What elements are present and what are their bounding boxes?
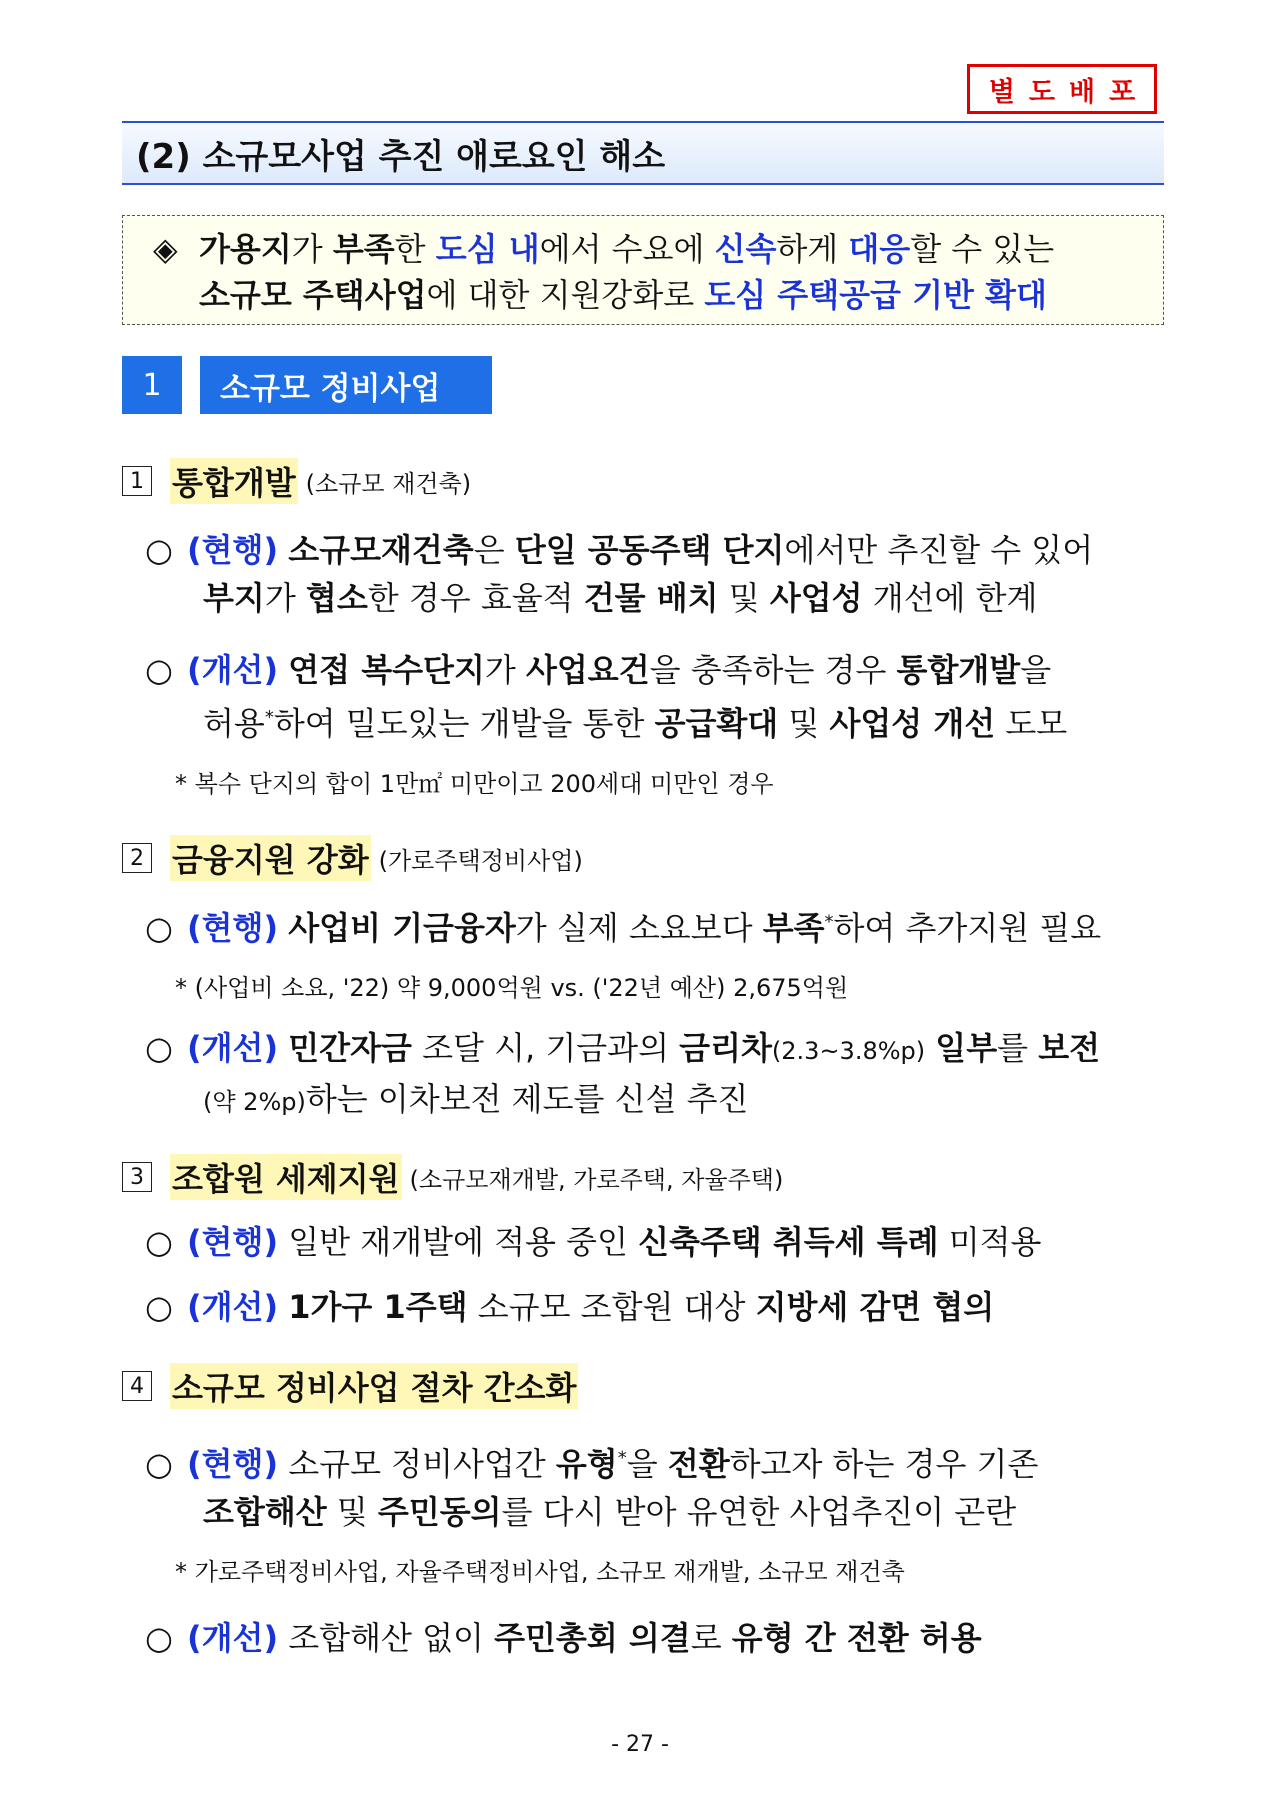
bullet-circle-icon: ○ — [145, 531, 173, 569]
bullet-circle-icon: ○ — [145, 1223, 173, 1261]
item-number: 4 — [122, 1371, 152, 1401]
text-run: 도심 내 — [435, 230, 540, 268]
text-run: 가 — [264, 579, 306, 617]
text-run: 미적용 — [938, 1223, 1042, 1261]
bullet-current-3 — [145, 1218, 1041, 1266]
text-run: 에 대한 지원강화로 — [426, 276, 705, 314]
text-run: 하고자 하는 경우 기존 — [729, 1444, 1039, 1483]
bullet-text-cont — [145, 574, 1093, 622]
text-run: 연접 복수단지 — [288, 651, 485, 689]
item-heading-4 — [122, 1363, 578, 1409]
summary-line-1 — [153, 226, 1163, 272]
text-run: 보전 — [1038, 1029, 1101, 1067]
text-run: (현행) — [187, 531, 279, 569]
text-run: (현행) — [187, 1223, 279, 1261]
text-run: * — [264, 707, 274, 728]
text-run: 가용지 — [199, 230, 292, 268]
text-run: 통합개발 — [896, 651, 1021, 689]
summary-line-1-text — [199, 230, 1054, 268]
section-title: (2) 소규모사업 추진 애로요인 해소 — [122, 121, 1164, 185]
text-run: * — [824, 911, 834, 932]
item-note: (소규모 재건축) — [305, 469, 472, 498]
bullet-circle-icon: ○ — [145, 1288, 173, 1326]
text-run: 소규모재건축 — [288, 531, 474, 569]
bullet-text-cont — [145, 1488, 1038, 1536]
text-run: 주민총회 의결 — [494, 1619, 691, 1657]
text-run: (현행) — [187, 908, 279, 947]
text-run: 한 경우 효율적 — [367, 579, 584, 617]
text-run — [278, 531, 288, 569]
bullet-improve-4 — [145, 1614, 982, 1662]
item-title: 조합원 세제지원 — [170, 1154, 402, 1200]
text-run: 대응 — [848, 230, 911, 268]
item-note: (소규모재개발, 가로주택, 자율주택) — [409, 1165, 784, 1194]
text-run: 할 수 있는 — [910, 230, 1055, 268]
text-run: 사업요건 — [525, 651, 650, 689]
text-run: 조달 시, 기금과의 — [411, 1029, 680, 1067]
text-run: 조합해산 없이 — [278, 1619, 495, 1657]
bullet-text-cont — [145, 694, 1067, 748]
text-run: (현행) — [187, 1444, 279, 1483]
text-run: 단일 공동주택 단지 — [514, 531, 785, 569]
footnote-1: * 복수 단지의 합이 1만㎡ 미만이고 200세대 미만인 경우 — [175, 770, 774, 798]
item-number: 3 — [122, 1162, 152, 1192]
bullet-circle-icon: ○ — [145, 1444, 173, 1483]
bullet-text — [187, 1029, 1100, 1067]
text-run: 및 — [778, 704, 830, 743]
item-heading-1 — [122, 458, 471, 504]
text-run: 사업비 기금융자 — [288, 908, 516, 947]
text-run: 공급확대 — [654, 704, 779, 743]
text-run: 전환 — [667, 1444, 730, 1483]
text-run: 한 — [394, 230, 436, 268]
text-run: 를 다시 받아 유연한 사업추진이 곤란 — [501, 1492, 1017, 1531]
summary-box — [122, 215, 1164, 325]
text-run: 소규모 조합원 대상 — [467, 1288, 756, 1326]
text-run: 유형 간 전환 허용 — [731, 1619, 982, 1657]
text-run: 일반 재개발에 적용 중인 — [278, 1223, 639, 1261]
item-heading-2 — [122, 835, 583, 881]
text-run: 를 — [997, 1029, 1039, 1067]
text-run: 및 — [718, 579, 770, 617]
text-run: 신속 — [714, 230, 777, 268]
text-run: 하여 추가지원 필요 — [833, 908, 1102, 947]
item-number: 2 — [122, 843, 152, 873]
bullet-current-1 — [145, 526, 1093, 622]
bullet-improve-1 — [145, 646, 1067, 748]
bullet-text — [187, 651, 1051, 689]
text-run: 에서만 추진할 수 있어 — [784, 531, 1094, 569]
bullet-circle-icon: ○ — [145, 651, 173, 689]
footnote-4: * 가로주택정비사업, 자율주택정비사업, 소규모 재개발, 소규모 재건축 — [175, 1558, 905, 1586]
text-run: 하게 — [776, 230, 849, 268]
text-run: (개선) — [187, 1288, 279, 1326]
bullet-text-cont — [145, 1075, 1100, 1126]
text-run: 사업성 개선 — [829, 704, 996, 743]
bullet-circle-icon: ○ — [145, 1029, 173, 1067]
summary-line-2 — [153, 272, 1163, 318]
text-run: 은 — [473, 531, 515, 569]
text-run: 소규모 정비사업간 — [278, 1444, 556, 1483]
text-run — [278, 1029, 288, 1067]
text-run: 협소 — [305, 579, 368, 617]
bullet-text — [187, 1445, 1038, 1483]
text-run: (개선) — [187, 651, 279, 689]
footnote-2: * (사업비 소요, '22) 약 9,000억원 vs. ('22년 예산) 2,675억원 — [175, 974, 849, 1002]
text-run: 을 충족하는 경우 — [649, 651, 897, 689]
section-heading: 소규모 정비사업 — [200, 356, 492, 414]
item-title: 통합개발 — [170, 458, 298, 504]
text-run — [278, 909, 288, 947]
text-run: 지방세 감면 협의 — [755, 1288, 995, 1326]
text-run: 로 — [690, 1619, 732, 1657]
text-run: 을 — [1020, 651, 1052, 689]
text-run: 가 실제 소요보다 — [515, 908, 763, 947]
item-title: 소규모 정비사업 절차 간소화 — [170, 1363, 578, 1409]
text-run: 주민동의 — [377, 1492, 502, 1531]
text-run: 하는 이차보전 제도를 신설 추진 — [305, 1080, 749, 1118]
text-run: 부지 — [203, 579, 265, 617]
bullet-improve-3 — [145, 1283, 994, 1331]
page-number: - 27 - — [611, 1732, 669, 1757]
text-run — [278, 651, 288, 689]
text-run: (개선) — [187, 1619, 279, 1657]
bullet-improve-2 — [145, 1024, 1100, 1126]
text-run: 을 — [626, 1444, 668, 1483]
text-run: 도심 주택공급 기반 확대 — [704, 276, 1047, 314]
text-run — [925, 1029, 935, 1067]
bullet-current-4 — [145, 1434, 1038, 1536]
text-run: 소규모 주택사업 — [199, 276, 427, 314]
text-run — [278, 1288, 288, 1326]
bullet-text — [187, 531, 1093, 569]
text-run: 허용 — [203, 704, 265, 743]
item-note: (가로주택정비사업) — [378, 846, 583, 875]
diamond-icon: ◈ — [153, 230, 178, 268]
text-run: 에서 수요에 — [539, 230, 715, 268]
bullet-text — [187, 1619, 982, 1657]
text-run: 건물 배치 — [583, 579, 719, 617]
text-run: 1가구 1주택 — [288, 1288, 468, 1326]
text-run: 가 — [484, 651, 526, 689]
bullet-text — [187, 1288, 994, 1326]
item-heading-3 — [122, 1154, 783, 1200]
text-run: (2.3~3.8%p) — [771, 1037, 926, 1065]
bullet-current-2 — [145, 898, 1101, 952]
item-number: 1 — [122, 466, 152, 496]
text-run: 개선에 한계 — [862, 579, 1038, 617]
text-run: 조합해산 — [203, 1492, 327, 1531]
distribution-badge: 별도배포 — [967, 64, 1157, 114]
text-run: 사업성 — [769, 579, 863, 617]
text-run: 일부 — [935, 1029, 998, 1067]
bullet-circle-icon: ○ — [145, 1619, 173, 1657]
text-run: 민간자금 — [288, 1029, 412, 1067]
section-number: 1 — [122, 356, 182, 414]
text-run: 하여 밀도있는 개발을 통한 — [273, 704, 655, 743]
text-run: (개선) — [187, 1029, 279, 1067]
bullet-circle-icon: ○ — [145, 908, 173, 947]
bullet-text — [187, 909, 1101, 947]
text-run: 유형 — [555, 1444, 618, 1483]
text-run: 가 — [291, 230, 333, 268]
text-run: 금리차 — [679, 1029, 772, 1067]
text-run: 부족 — [332, 230, 395, 268]
item-title: 금융지원 강화 — [170, 835, 371, 881]
text-run: * — [617, 1447, 627, 1468]
text-run: 도모 — [995, 704, 1068, 743]
text-run: 신축주택 취득세 특례 — [638, 1223, 939, 1261]
text-run: (약 2%p) — [203, 1088, 306, 1116]
bullet-text — [187, 1223, 1041, 1261]
text-run: 부족 — [762, 908, 825, 947]
text-run: 및 — [326, 1492, 378, 1531]
